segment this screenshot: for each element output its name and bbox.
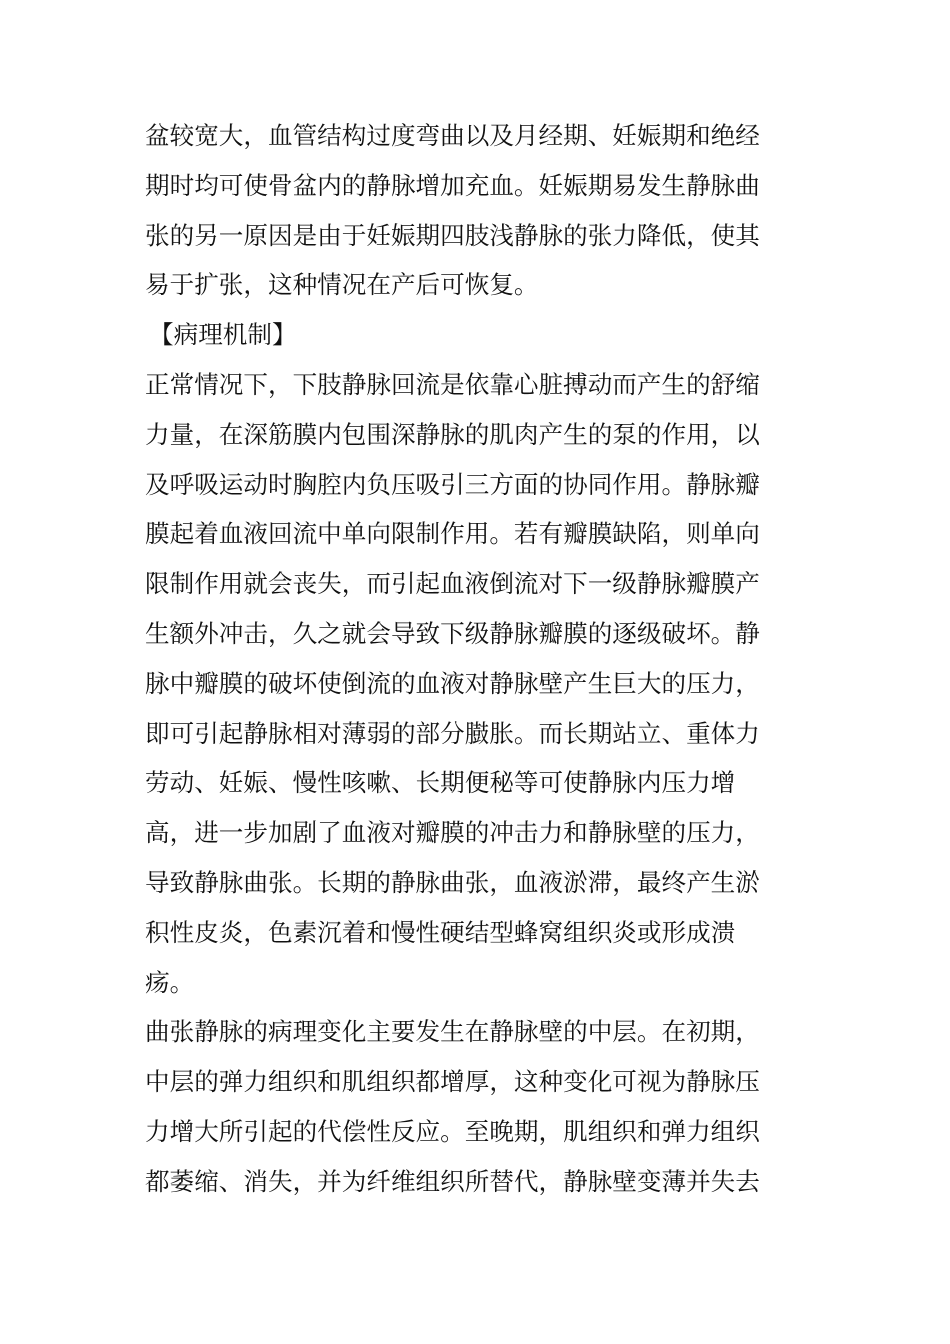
text-line: 期时均可使骨盆内的静脉增加充血。妊娠期易发生静脉曲 (145, 170, 760, 200)
text-line: 中层的弹力组织和肌组织都增厚，这种变化可视为静脉压 (145, 1067, 760, 1097)
text-line: 张的另一原因是由于妊娠期四肢浅静脉的张力降低，使其 (145, 220, 760, 250)
paragraph-pathology (145, 1007, 790, 1206)
text-line: 及呼吸运动时胸腔内负压吸引三方面的协同作用。静脉瓣 (145, 469, 760, 499)
text-line: 即可引起静脉相对薄弱的部分臌胀。而长期站立、重体力 (145, 718, 760, 748)
text-line: 曲张静脉的病理变化主要发生在静脉壁的中层。在初期， (145, 1017, 760, 1047)
text-line: 生额外冲击，久之就会导致下级静脉瓣膜的逐级破坏。静 (145, 618, 760, 648)
text-line: 都萎缩、消失，并为纤维组织所替代，静脉壁变薄并失去 (145, 1166, 760, 1196)
text-line: 导致静脉曲张。长期的静脉曲张，血液淤滞，最终产生淤 (145, 867, 760, 897)
text-line: 力量，在深筋膜内包围深静脉的肌肉产生的泵的作用，以 (145, 419, 760, 449)
text-line: 限制作用就会丧失，而引起血液倒流对下一级静脉瓣膜产 (145, 569, 760, 599)
text-line: 正常情况下，下肢静脉回流是依靠心脏搏动而产生的舒缩 (145, 369, 760, 399)
text-line: 劳动、妊娠、慢性咳嗽、长期便秘等可使静脉内压力增 (145, 768, 736, 798)
text-line: 力增大所引起的代偿性反应。至晚期，肌组织和弹力组织 (145, 1116, 760, 1146)
section-heading: 【病理机制】 (149, 320, 297, 350)
paragraph-pelvis (145, 111, 790, 310)
text-line: 脉中瓣膜的破坏使倒流的血液对静脉壁产生巨大的压力， (145, 668, 760, 698)
text-line: 盆较宽大，血管结构过度弯曲以及月经期、妊娠期和绝经 (145, 121, 760, 150)
paragraph-mechanism (145, 360, 790, 1007)
text-line: 积性皮炎，色素沉着和慢性硬结型蜂窝组织炎或形成溃 (145, 917, 736, 947)
text-line: 易于扩张，这种情况在产后可恢复。 (145, 270, 539, 300)
text-line: 疡。 (145, 967, 195, 997)
text-line: 膜起着血液回流中单向限制作用。若有瓣膜缺陷，则单向 (145, 519, 760, 549)
document-page (145, 111, 790, 1207)
text-line: 高，进一步加剧了血液对瓣膜的冲击力和静脉壁的压力， (145, 818, 760, 848)
